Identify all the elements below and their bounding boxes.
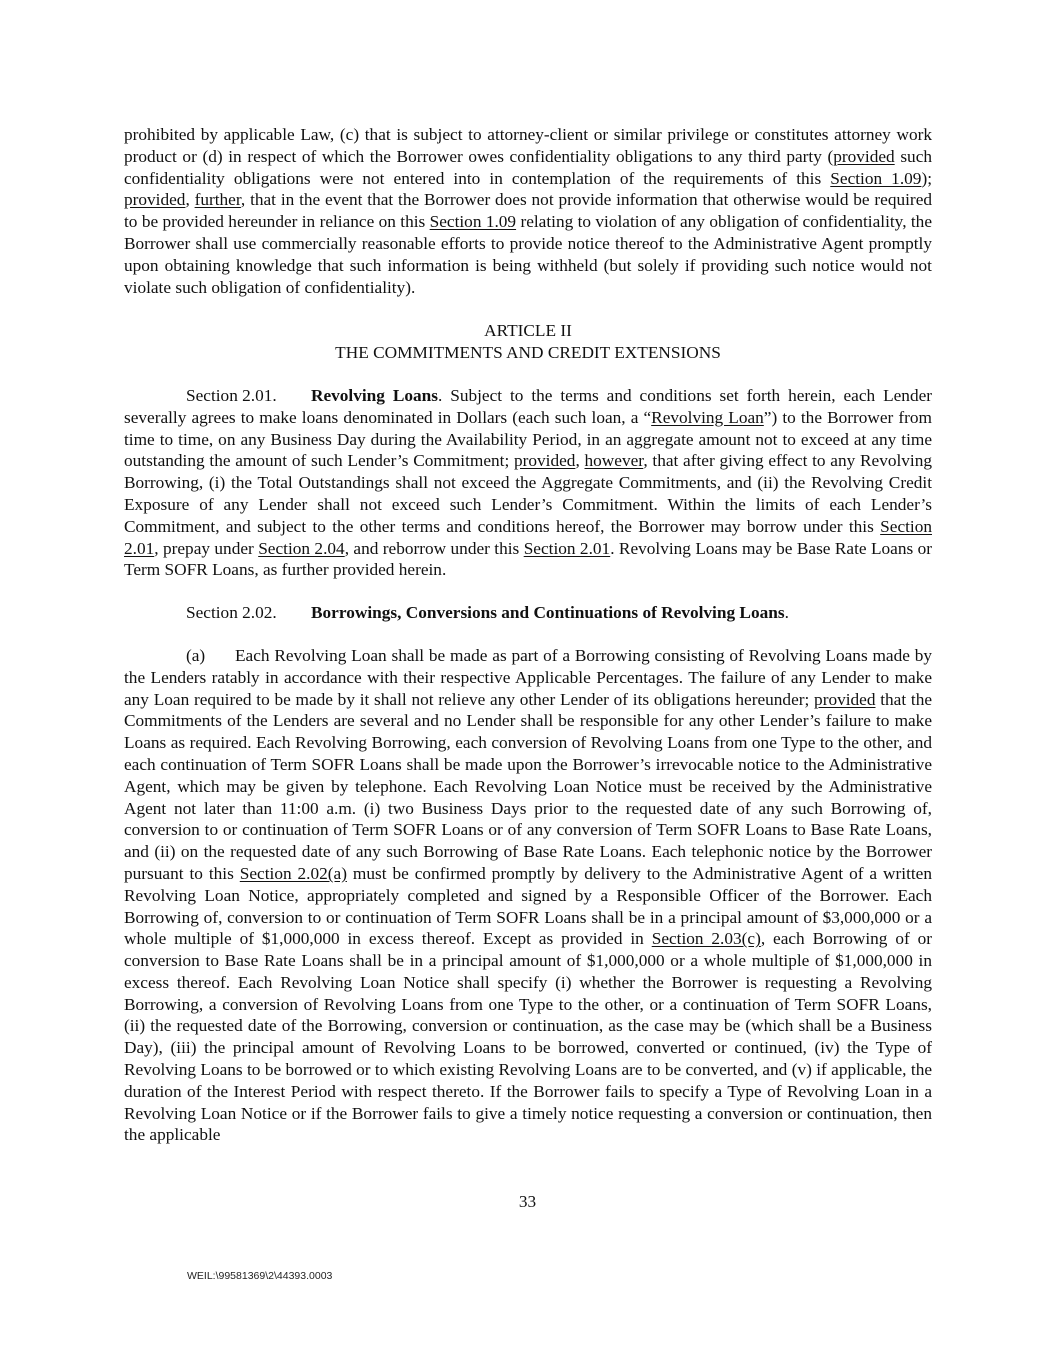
underlined-term: provided	[514, 451, 576, 471]
document-body	[124, 124, 932, 1146]
underlined-term: however	[584, 451, 644, 471]
paragraph-2-02-a: (a) Each Revolving Loan shall be made as part of a Borrowing consisting of Revolving Loans made by the Lenders ratably in accordance with their respective Applicable Percentages. The failure of any Lender to make any Loan required to be made by it shall not relieve any other Lender of its obligations hereunder; provided that the Commitments of the Lenders are several and no Lender shall be responsible for any other Lender’s failure to make Loans as required. Each Revolving Borrowing, each conversion of Revolving Loans from one Type to the other, and each continuation of Term SOFR Loans shall be made upon the Borrower’s irrevocable notice to the Administrative Agent, which may be given by telephone. Each Revolving Loan Notice must be received by the Administrative Agent not later than 11:00 a.m. (i) two Business Days prior to the requested date of any such Borrowing of, conversion to or continuation of Term SOFR Loans or of any conversion of Term SOFR Loans to Base Rate Loans, and (ii) on the requested date of any such Borrowing of Base Rate Loans. Each telephonic notice by the Borrower pursuant to this Section 2.02(a) must be confirmed promptly by delivery to the Administrative Agent of a written Revolving Loan Notice, appropriately completed and signed by a Responsible Officer of the Borrower. Each Borrowing of, conversion to or continuation of Term SOFR Loans shall be in a principal amount of $3,000,000 or a whole multiple of $1,000,000 in excess thereof. Except as provided in Section 2.03(c), each Borrowing of or conversion to Base Rate Loans shall be in a principal amount of $1,000,000 or a whole multiple of $1,000,000 in excess thereof. Each Revolving Loan Notice shall specify (i) whether the Borrower is requesting a Revolving Borrowing, a conversion of Revolving Loans from one Type to the other, or a continuation of Term SOFR Loans, (ii) the requested date of the Borrowing, conversion or continuation, as the case may be (which shall be a Business Day), (iii) the principal amount of Revolving Loans to be borrowed, converted or continued, (iv) the Type of Revolving Loans to be borrowed or to which existing Revolving Loans are to be converted, and (v) if applicable, the duration of the Interest Period with respect thereto. If the Borrower fails to specify a Type of Revolving Loan in a Revolving Loan Notice or if the Borrower fails to give a timely notice requesting a conversion or continuation, then the applicable	[124, 645, 933, 1145]
underlined-term: provided	[814, 689, 876, 709]
underlined-term: further	[194, 190, 241, 210]
defined-term: Revolving Loan	[651, 407, 764, 427]
paragraph-confidentiality: prohibited by applicable Law, (c) that is subject to attorney-client or similar privilege or constitutes attorney work product or (d) in respect of which the Borrower owes confidentiality obligations to any third party (provided such confidentiality obligations were not entered into in contemplation of the requirements of this Section 1.09); provided, further, that in the event that the Borrower does not provide information that otherwise would be required to be provided hereunder in reliance on this Section 1.09 relating to violation of any obligation of confidentiality, the Borrower shall use commercially reasonable efforts to provide notice thereof to the Administrative Agent promptly upon obtaining knowledge that such information is being withheld (but solely if providing such notice would not violate such obligation of confidentiality).	[124, 125, 933, 297]
section-title: Revolving Loans	[311, 385, 438, 405]
section-reference: Section 1.09	[429, 212, 517, 232]
section-reference: Section 2.03(c)	[651, 929, 761, 949]
article-title: THE COMMITMENTS AND CREDIT EXTENSIONS	[335, 343, 721, 363]
article-heading	[124, 320, 932, 364]
article-number: ARTICLE II	[484, 321, 572, 341]
section-reference: Section 2.01	[523, 538, 611, 558]
section-2-02-heading: Section 2.02. Borrowings, Conversions and Continuations of Revolving Loans.	[186, 603, 789, 623]
document-footer-id: WEIL:\99581369\2\44393.0003	[187, 1270, 333, 1282]
section-reference: Section 2.01	[124, 516, 932, 558]
section-number: Section 2.01.	[186, 385, 277, 405]
underlined-term: provided	[124, 190, 186, 210]
section-title: Borrowings, Conversions and Continuations of Revolving Loans	[311, 603, 785, 623]
page-number: 33	[518, 1192, 537, 1211]
underlined-term: provided	[833, 146, 895, 166]
section-reference: Section 1.09	[830, 168, 922, 188]
section-2-01: Section 2.01. Revolving Loans. Subject to the terms and conditions set forth herein, each Lender severally agrees to make loans denominated in Dollars (each such loan, a “Revolving Loan”) to the Borrower from time to time, on any Business Day during the Availability Period, in an aggregate amount not to exceed at any time outstanding the amount of such Lender’s Commitment; provided, however, that after giving effect to any Revolving Borrowing, (i) the Total Outstandings shall not exceed the Aggregate Commitments, and (ii) the Revolving Credit Exposure of any Lender shall not exceed such Lender’s Commitment. Within the limits of each Lender’s Commitment, and subject to the other terms and conditions hereof, the Borrower may borrow under this Section 2.01, prepay under Section 2.04, and reborrow under this Section 2.01. Revolving Loans may be Base Rate Loans or Term SOFR Loans, as further provided herein.	[124, 385, 933, 580]
section-reference: Section 2.04	[258, 538, 345, 558]
section-number: Section 2.02.	[186, 603, 277, 623]
section-reference: Section 2.02(a)	[239, 863, 347, 883]
paragraph-label: (a)	[186, 645, 206, 665]
